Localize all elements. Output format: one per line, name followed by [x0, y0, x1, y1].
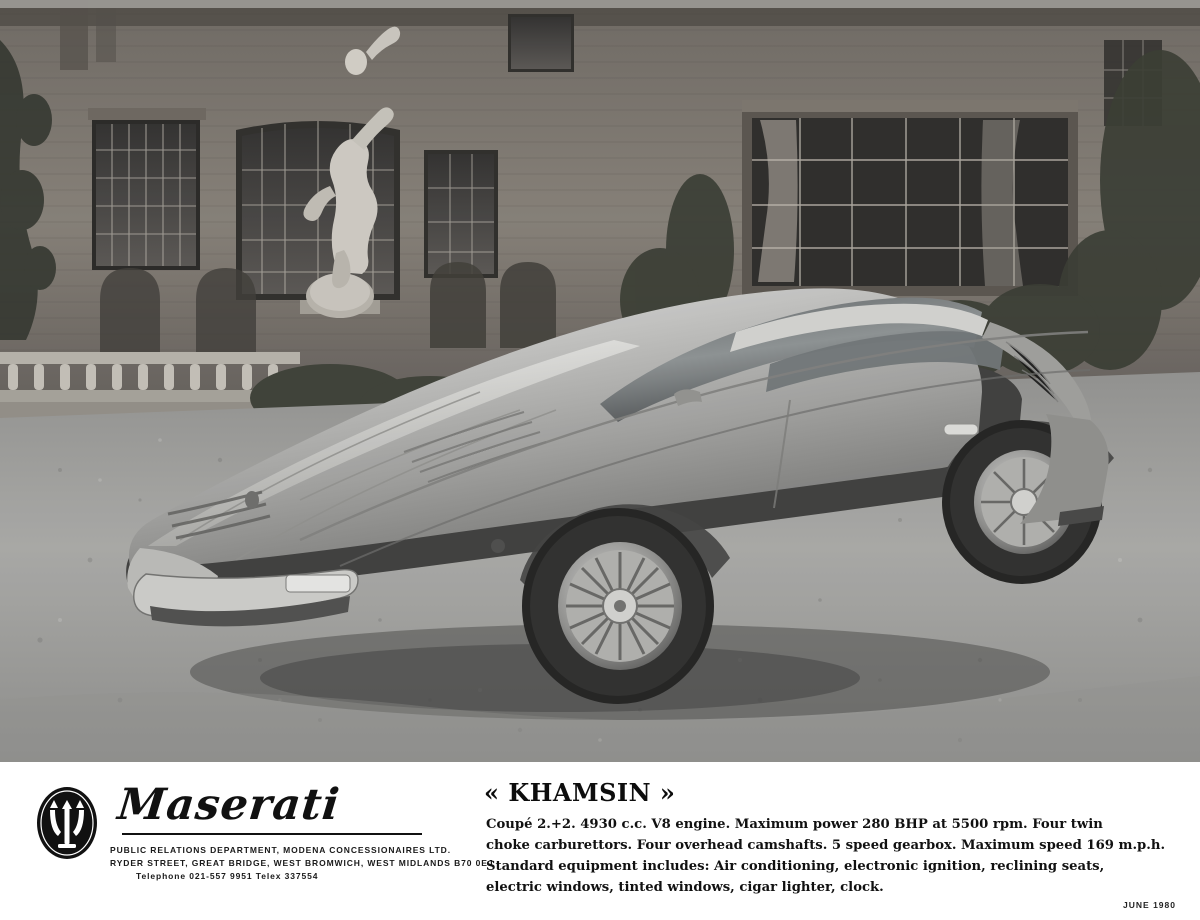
caption-block: [0, 762, 1200, 920]
spec-line-1: Coupé 2.+2. 4930 c.c. V8 engine. Maximum power 280 BHP at 5500 rpm. Four twin: [486, 817, 1103, 832]
address-block: [110, 844, 493, 883]
address-line-1: PUBLIC RELATIONS DEPARTMENT, MODENA CONCESSIONAIRES LTD.: [110, 845, 451, 855]
wordmark-underline: [122, 833, 422, 835]
maserati-wordmark: Maserati: [115, 780, 343, 830]
maserati-trident-icon: [36, 786, 98, 860]
specification-text: [486, 814, 1176, 898]
spec-line-3: Standard equipment includes: Air conditioning, electronic ignition, reclining seats,: [486, 859, 1105, 874]
model-title: « KHAMSIN »: [484, 778, 676, 807]
issue-date: JUNE 1980: [1123, 900, 1176, 910]
spec-line-4: electric windows, tinted windows, cigar lighter, clock.: [486, 880, 884, 895]
spec-line-2: choke carburettors. Four overhead camshafts. 5 speed gearbox. Maximum speed 169 m.p.h.: [486, 838, 1166, 853]
address-line-2: RYDER STREET, GREAT BRIDGE, WEST BROMWICH, WEST MIDLANDS B70 0EJ: [110, 858, 494, 868]
address-line-3: Telephone 021-557 9951 Telex 337554: [136, 871, 319, 881]
